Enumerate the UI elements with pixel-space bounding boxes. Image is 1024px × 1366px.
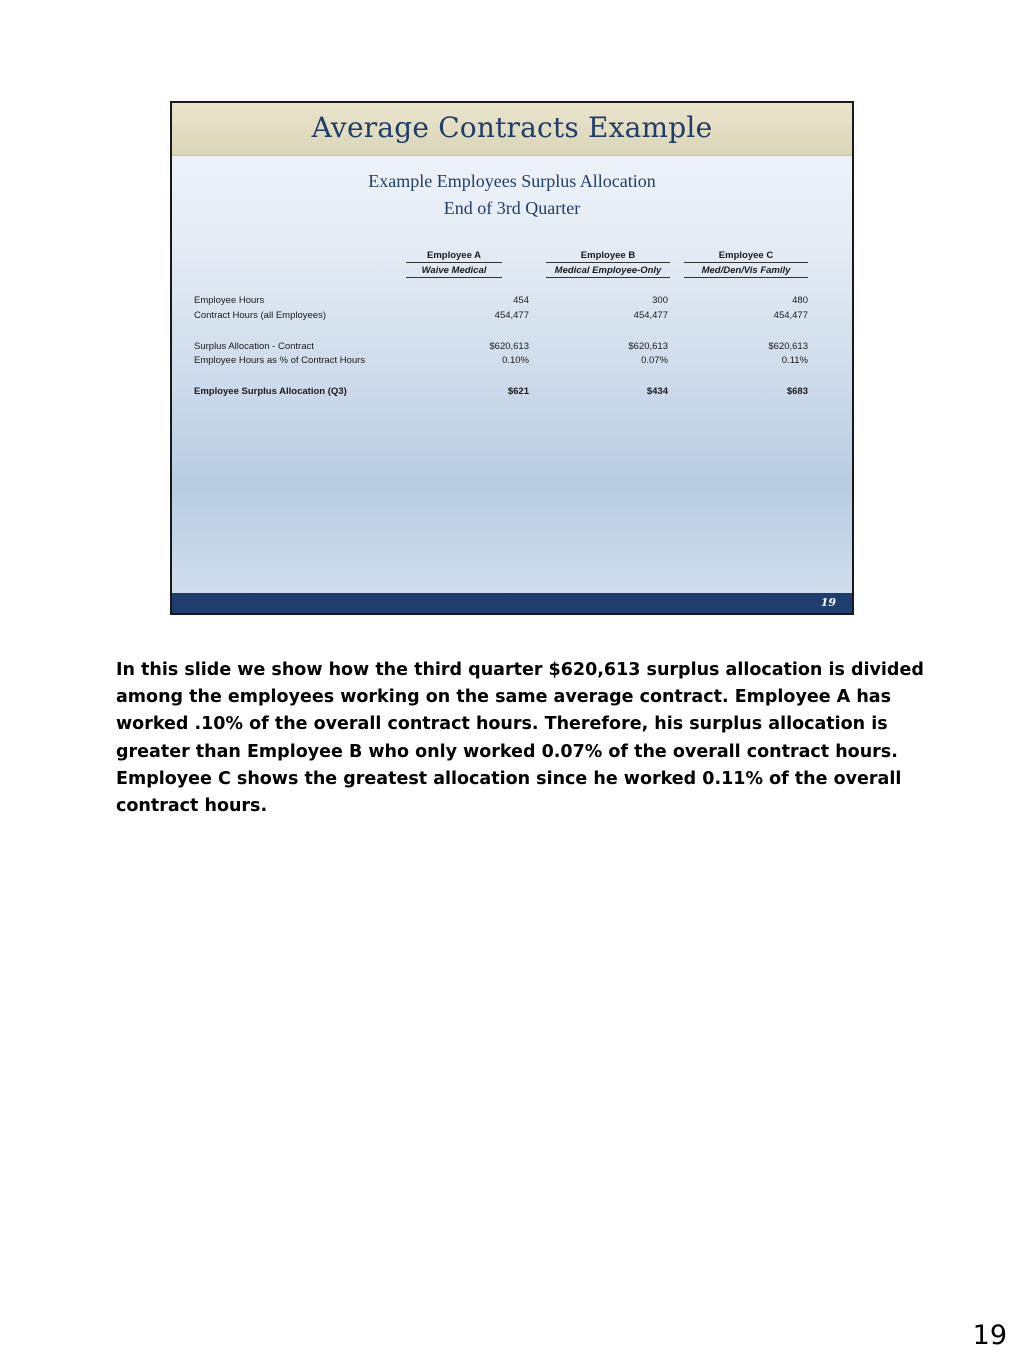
slide-header-band: [172, 103, 852, 156]
slide-subtitle-period: End of 3rd Quarter: [443, 198, 581, 218]
row-label-employee-hours: Employee Hours: [194, 295, 265, 306]
column-plan: Med/Den/Vis Family: [684, 263, 808, 278]
row-label-hours-percent: Employee Hours as % of Contract Hours: [194, 355, 366, 366]
notes-line: among the employees working on the same average contract. Employee A has: [116, 687, 891, 708]
cell-value: 0.11%: [781, 355, 808, 366]
notes-line: worked .10% of the overall contract hours. Therefore, his surplus allocation is: [116, 714, 888, 735]
cell-value: $620,613: [628, 341, 668, 352]
cell-value: 300: [652, 295, 668, 306]
slide-thumbnail: [170, 101, 854, 615]
column-name: Employee A: [406, 250, 502, 263]
cell-value: 0.10%: [502, 355, 529, 366]
slide-subtitle: Example Employees Surplus Allocation: [368, 171, 656, 191]
slide-footer-band: [172, 593, 852, 613]
column-plan: Waive Medical: [406, 263, 502, 278]
cell-value: 454: [513, 295, 529, 306]
column-name: Employee C: [684, 250, 808, 263]
cell-value: 454,477: [494, 310, 529, 321]
cell-value: $620,613: [768, 341, 808, 352]
cell-value: $434: [646, 386, 668, 397]
notes-line: Employee C shows the greatest allocation since he worked 0.11% of the overall: [116, 768, 902, 789]
notes-line: contract hours.: [116, 796, 268, 817]
cell-value: 480: [792, 295, 808, 306]
cell-value: $620,613: [489, 341, 529, 352]
speaker-notes: [116, 657, 924, 820]
column-plan: Medical Employee-Only: [546, 263, 670, 278]
cell-value: $683: [786, 386, 808, 397]
cell-value: 0.07%: [641, 355, 668, 366]
slide-title: Average Contracts Example: [311, 111, 713, 144]
cell-value: 454,477: [633, 310, 668, 321]
page-number: 19: [972, 1320, 1007, 1351]
column-name: Employee B: [546, 250, 670, 263]
row-label-employee-surplus-allocation: Employee Surplus Allocation (Q3): [194, 386, 347, 397]
slide-number: 19: [820, 596, 836, 609]
column-header-employee-b: [546, 250, 670, 278]
column-header-employee-c: [684, 250, 808, 278]
cell-value: 454,477: [773, 310, 808, 321]
column-header-employee-a: [406, 250, 502, 278]
cell-value: $621: [507, 386, 529, 397]
row-label-contract-hours: Contract Hours (all Employees): [194, 310, 326, 321]
row-label-surplus-allocation-contract: Surplus Allocation - Contract: [194, 341, 314, 352]
notes-line: greater than Employee B who only worked 0.07% of the overall contract hours.: [116, 741, 898, 762]
notes-line: In this slide we show how the third quarter $620,613 surplus allocation is divided: [116, 660, 924, 680]
